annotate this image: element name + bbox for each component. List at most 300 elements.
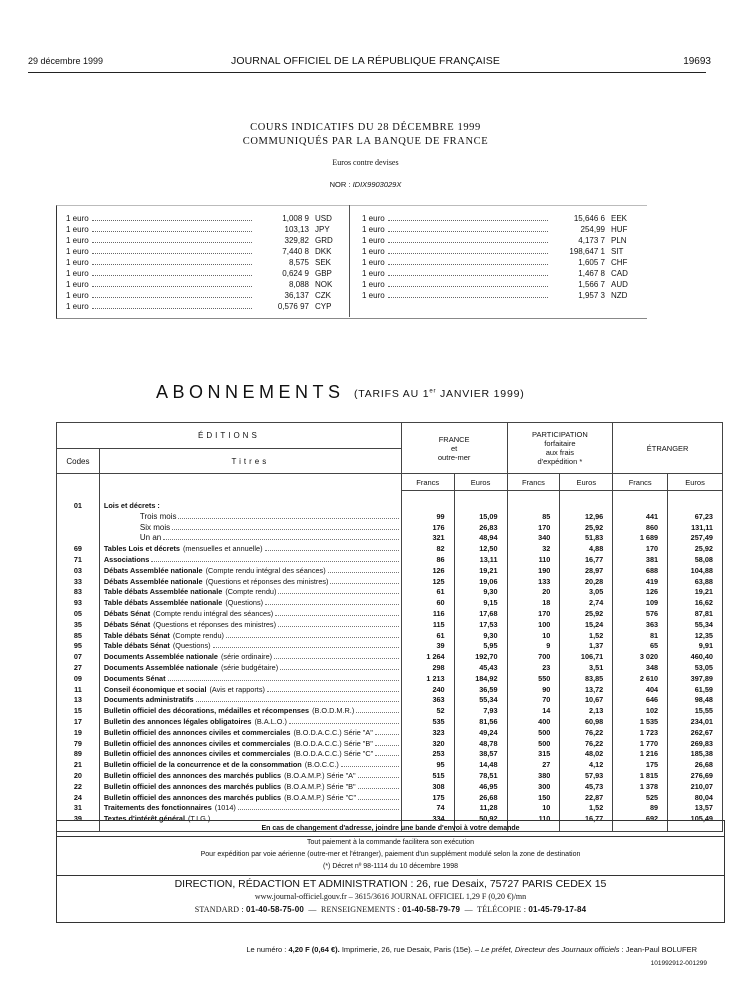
row-code: 79 bbox=[57, 739, 100, 750]
price-fr-f: 175 bbox=[401, 793, 454, 804]
title-main: Tables Lois et décrets bbox=[103, 544, 180, 554]
row-title bbox=[99, 641, 401, 652]
currency-code: CYP bbox=[315, 302, 332, 311]
leader-dots bbox=[92, 264, 252, 265]
leader-dots bbox=[151, 561, 398, 562]
leader-dots bbox=[92, 220, 252, 221]
title-main: Bulletin officiel des annonces civiles et commerciales bbox=[103, 738, 291, 748]
price-pa-f: 170 bbox=[507, 609, 560, 620]
price-fr-e: 49,24 bbox=[454, 728, 507, 739]
table-row bbox=[57, 685, 723, 696]
price-pa-e: 83,85 bbox=[560, 674, 613, 685]
title-detail: (Questions et réponses des ministres) bbox=[153, 619, 277, 629]
direction-phones bbox=[57, 903, 724, 917]
price-fr-f: 52 bbox=[401, 706, 454, 717]
title-main: Débats Sénat bbox=[103, 619, 151, 629]
exchange-rate-row bbox=[362, 235, 637, 246]
title-main: Documents Assemblée nationale bbox=[103, 652, 218, 662]
price-et-f: 1 216 bbox=[613, 749, 668, 760]
price-et-e: 53,05 bbox=[668, 663, 723, 674]
row-title bbox=[99, 803, 401, 814]
table-row bbox=[57, 749, 723, 760]
title-main: Conseil économique et social bbox=[103, 684, 207, 694]
row-code: 17 bbox=[57, 717, 100, 728]
price-pa-f: 90 bbox=[507, 685, 560, 696]
row-code: 71 bbox=[57, 555, 100, 566]
price-fr-e: 17,68 bbox=[454, 609, 507, 620]
price-fr-f: 61 bbox=[401, 631, 454, 642]
currency-code: NZD bbox=[611, 291, 628, 300]
title-main: Associations bbox=[103, 554, 150, 564]
price-et-e: 397,89 bbox=[668, 674, 723, 685]
price-pa-f: 10 bbox=[507, 803, 560, 814]
director-name: : Jean-Paul BOLUFER bbox=[621, 945, 697, 954]
leader-dots bbox=[278, 626, 399, 627]
cours-title-line1: COURS INDICATIFS DU 28 DÉCEMBRE 1999 bbox=[250, 122, 481, 133]
title-detail: (B.A.L.O.) bbox=[254, 716, 287, 726]
title-main: Table débats Sénat bbox=[103, 630, 170, 640]
leader-dots bbox=[196, 701, 399, 702]
currency-code: NOK bbox=[315, 280, 333, 289]
price-et-e: 16,62 bbox=[668, 598, 723, 609]
title-main: Débats Assemblée nationale bbox=[103, 565, 203, 575]
price-et-f: 89 bbox=[613, 803, 668, 814]
row-code bbox=[57, 533, 100, 544]
rate-label: 1 euro bbox=[362, 214, 385, 223]
price-et-f: 81 bbox=[613, 631, 668, 642]
price-fr-f: 116 bbox=[401, 609, 454, 620]
rate-label: 1 euro bbox=[66, 302, 89, 311]
row-code: 15 bbox=[57, 706, 100, 717]
price-et-f: 65 bbox=[613, 641, 668, 652]
rate-value: 254,99 bbox=[580, 225, 605, 234]
price-pa-e: 20,28 bbox=[560, 577, 613, 588]
title-detail: (1014) bbox=[214, 803, 236, 813]
currency-code: GBP bbox=[315, 269, 332, 278]
france-euros-header: Euros bbox=[454, 474, 507, 491]
price-et-e: 104,88 bbox=[668, 566, 723, 577]
cours-title bbox=[0, 121, 731, 149]
table-row bbox=[57, 728, 723, 739]
price-fr-e: 15,09 bbox=[454, 512, 507, 523]
standard-phone: 01-40-58-75-00 bbox=[246, 905, 304, 914]
rate-label: 1 euro bbox=[362, 236, 385, 245]
row-title bbox=[99, 793, 401, 804]
title-main: Documents Sénat bbox=[103, 673, 166, 683]
row-title bbox=[99, 760, 401, 771]
price-pa-e: 1,52 bbox=[560, 803, 613, 814]
price-et-f: 692 bbox=[613, 814, 668, 825]
row-code: 09 bbox=[57, 674, 100, 685]
exchange-rate-row bbox=[66, 301, 341, 312]
row-title bbox=[99, 609, 401, 620]
rate-label: 1 euro bbox=[66, 269, 89, 278]
rate-value: 198,647 1 bbox=[569, 247, 605, 256]
price-et-f: 688 bbox=[613, 566, 668, 577]
price-pa-e: 16,77 bbox=[560, 814, 613, 825]
leader-dots bbox=[375, 755, 399, 756]
participation-euros-header: Euros bbox=[560, 474, 613, 491]
row-title bbox=[99, 512, 401, 523]
price-fr-f: 60 bbox=[401, 598, 454, 609]
price-et-f: 1 689 bbox=[613, 533, 668, 544]
currency-code: JPY bbox=[315, 225, 330, 234]
price-et-f: 525 bbox=[613, 793, 668, 804]
price-pa-e: 4,12 bbox=[560, 760, 613, 771]
price-pa-f: 700 bbox=[507, 652, 560, 663]
exchange-rates-divider bbox=[349, 205, 350, 317]
row-title bbox=[99, 501, 401, 512]
title-detail: (B.O.D.M.R.) bbox=[312, 706, 355, 716]
rate-value: 7,440 8 bbox=[282, 247, 309, 256]
titres-header: Titres bbox=[99, 449, 401, 474]
exchange-rate-row bbox=[362, 268, 637, 279]
footer-reference: 101992912-001299 bbox=[650, 960, 707, 967]
rate-label: 1 euro bbox=[66, 291, 89, 300]
price-et-e bbox=[668, 501, 723, 512]
price-et-f: 576 bbox=[613, 609, 668, 620]
titres-subheader-empty bbox=[99, 474, 401, 491]
price-et-e: 12,35 bbox=[668, 631, 723, 642]
price-pa-e: 1,52 bbox=[560, 631, 613, 642]
currency-code: GRD bbox=[315, 236, 333, 245]
exchange-rate-row bbox=[362, 213, 637, 224]
price-fr-e: 9,30 bbox=[454, 587, 507, 598]
leader-dots bbox=[92, 286, 252, 287]
leader-dots bbox=[92, 231, 252, 232]
price-fr-f: 126 bbox=[401, 566, 454, 577]
telecopie-label: TÉLÉCOPIE : bbox=[477, 905, 527, 914]
currency-code: SIT bbox=[611, 247, 624, 256]
rate-value: 4,173 7 bbox=[578, 236, 605, 245]
row-code: 95 bbox=[57, 641, 100, 652]
price-pa-f: 340 bbox=[507, 533, 560, 544]
title-detail: (Compte rendu) bbox=[172, 630, 224, 640]
price-et-f: 348 bbox=[613, 663, 668, 674]
leader-dots bbox=[289, 723, 399, 724]
subscription-table bbox=[56, 422, 723, 832]
row-title bbox=[99, 749, 401, 760]
leader-dots bbox=[238, 809, 399, 810]
cours-nor bbox=[0, 180, 731, 189]
nor-value: IDIX9903029X bbox=[352, 180, 402, 189]
price-fr-f: 240 bbox=[401, 685, 454, 696]
france-l2: et bbox=[451, 443, 458, 453]
leader-dots bbox=[226, 637, 399, 638]
leader-dots bbox=[92, 308, 252, 309]
row-title bbox=[99, 652, 401, 663]
row-code: 05 bbox=[57, 609, 100, 620]
rate-label: 1 euro bbox=[66, 214, 89, 223]
price-fr-e: 19,06 bbox=[454, 577, 507, 588]
title-main: Bulletin officiel des annonces des marchés publics bbox=[103, 792, 282, 802]
price-fr-e: 36,59 bbox=[454, 685, 507, 696]
price-fr-e: 55,34 bbox=[454, 695, 507, 706]
participation-l4: d'expédition * bbox=[537, 457, 583, 466]
table-row bbox=[57, 512, 723, 523]
rate-value: 15,646 6 bbox=[573, 214, 605, 223]
price-et-f: 126 bbox=[613, 587, 668, 598]
rate-value: 1,957 3 bbox=[578, 291, 605, 300]
price-et-f: 1 723 bbox=[613, 728, 668, 739]
rate-value: 8,575 bbox=[288, 258, 309, 267]
abonnements-title: ABONNEMENTS bbox=[156, 382, 345, 402]
price-fr-f: 253 bbox=[401, 749, 454, 760]
title-detail: (B.O.D.A.C.C.) Série "B" bbox=[293, 738, 373, 748]
row-code: 13 bbox=[57, 695, 100, 706]
price-pa-f: 380 bbox=[507, 771, 560, 782]
price-pa-f: 400 bbox=[507, 717, 560, 728]
price-pa-e: 12,96 bbox=[560, 512, 613, 523]
price-et-e: 257,49 bbox=[668, 533, 723, 544]
row-code: 27 bbox=[57, 663, 100, 674]
title-main: Bulletin officiel des annonces civiles et commerciales bbox=[103, 727, 291, 737]
rate-value: 1,605 7 bbox=[578, 258, 605, 267]
price-pa-f: 10 bbox=[507, 631, 560, 642]
header-date: 29 décembre 1999 bbox=[28, 56, 104, 66]
row-title bbox=[99, 620, 401, 631]
address-change-notice: En cas de changement d'adresse, joindre une bande d'envoi à votre demande bbox=[56, 820, 725, 837]
row-code bbox=[57, 512, 100, 523]
row-title bbox=[99, 717, 401, 728]
codes-subheader-empty bbox=[57, 474, 100, 491]
price-fr-f: 298 bbox=[401, 663, 454, 674]
rate-value: 0,624 9 bbox=[282, 269, 309, 278]
price-pa-e: 60,98 bbox=[560, 717, 613, 728]
price-pa-f: 110 bbox=[507, 814, 560, 825]
direction-website[interactable]: www.journal-officiel.gouv.fr – 3615/3616 JOURNAL OFFICIEL 1,29 F (0,20 €)/mn bbox=[254, 892, 527, 901]
title-detail: (B.O.C.C.) bbox=[304, 760, 339, 770]
price-et-e: 210,07 bbox=[668, 782, 723, 793]
leader-dots bbox=[388, 220, 548, 221]
title-detail: (B.O.D.A.C.C.) Série "A" bbox=[293, 727, 373, 737]
rate-value: 1,467 8 bbox=[578, 269, 605, 278]
price-et-e: 67,23 bbox=[668, 512, 723, 523]
table-row bbox=[57, 555, 723, 566]
leader-dots bbox=[178, 518, 398, 519]
title-detail: (Compte rendu) bbox=[225, 587, 277, 597]
title-main: Textes d'intérêt général bbox=[103, 814, 185, 824]
table-spacer bbox=[57, 491, 723, 502]
price-pa-e bbox=[560, 501, 613, 512]
rate-label: 1 euro bbox=[66, 225, 89, 234]
currency-code: CHF bbox=[611, 258, 628, 267]
price-et-f: 404 bbox=[613, 685, 668, 696]
price-fr-f bbox=[401, 501, 454, 512]
price-fr-e: 192,70 bbox=[454, 652, 507, 663]
price-pa-f: 20 bbox=[507, 587, 560, 598]
nor-label: NOR : bbox=[329, 180, 351, 189]
telecopie-fax: 01-45-79-17-84 bbox=[528, 905, 587, 914]
exchange-rates-left bbox=[66, 213, 341, 312]
price-fr-e: 184,92 bbox=[454, 674, 507, 685]
price-fr-f: 515 bbox=[401, 771, 454, 782]
title-main: Débats Sénat bbox=[103, 608, 151, 618]
row-title bbox=[99, 587, 401, 598]
exchange-rate-row bbox=[66, 246, 341, 257]
table-row bbox=[57, 501, 723, 512]
separator: — bbox=[308, 905, 317, 914]
participation-l1: PARTICIPATION bbox=[532, 430, 588, 439]
row-code: 07 bbox=[57, 652, 100, 663]
title-main: Bulletin officiel de la concurrence et de la consommation bbox=[103, 760, 302, 770]
row-title bbox=[99, 685, 401, 696]
france-l3: outre-mer bbox=[437, 452, 471, 462]
rate-value: 1,008 9 bbox=[282, 214, 309, 223]
row-title bbox=[99, 598, 401, 609]
price-et-e: 87,81 bbox=[668, 609, 723, 620]
price-fr-f: 320 bbox=[401, 739, 454, 750]
leader-dots bbox=[267, 691, 399, 692]
participation-l2: forfaitaire bbox=[544, 439, 576, 448]
leader-dots bbox=[265, 604, 399, 605]
table-row bbox=[57, 674, 723, 685]
subtitle-sup: er bbox=[429, 388, 437, 395]
row-title bbox=[99, 566, 401, 577]
price-fr-f: 61 bbox=[401, 587, 454, 598]
price-et-e: 19,21 bbox=[668, 587, 723, 598]
participation-francs-header: Francs bbox=[507, 474, 560, 491]
title-main: Six mois bbox=[139, 522, 171, 532]
title-detail: (Avis et rapports) bbox=[209, 684, 265, 694]
price-et-e: 55,34 bbox=[668, 620, 723, 631]
title-main: Documents administratifs bbox=[103, 695, 194, 705]
price-pa-f: 9 bbox=[507, 641, 560, 652]
codes-header: Codes bbox=[57, 449, 100, 474]
price-pa-f: 500 bbox=[507, 739, 560, 750]
title-main: Bulletin officiel des annonces des marchés publics bbox=[103, 770, 282, 780]
note-decree: (*) Décret nº 98-1114 du 10 décembre 1998 bbox=[323, 863, 458, 870]
exchange-rate-row bbox=[362, 279, 637, 290]
row-code: 83 bbox=[57, 587, 100, 598]
editions-header: ÉDITIONS bbox=[57, 423, 402, 449]
price-fr-f: 99 bbox=[401, 512, 454, 523]
currency-code: PLN bbox=[611, 236, 627, 245]
renseignements-label: RENSEIGNEMENTS : bbox=[321, 905, 400, 914]
table-row bbox=[57, 717, 723, 728]
rate-label: 1 euro bbox=[362, 280, 385, 289]
price-et-e: 9,91 bbox=[668, 641, 723, 652]
price-fr-e: 81,56 bbox=[454, 717, 507, 728]
rate-value: 0,576 97 bbox=[277, 302, 309, 311]
leader-dots bbox=[388, 275, 548, 276]
rate-label: 1 euro bbox=[362, 258, 385, 267]
price-pa-f: 300 bbox=[507, 782, 560, 793]
exchange-rate-row bbox=[66, 268, 341, 279]
leader-dots bbox=[358, 799, 399, 800]
table-row bbox=[57, 803, 723, 814]
row-code: 21 bbox=[57, 760, 100, 771]
row-title bbox=[99, 577, 401, 588]
table-row bbox=[57, 609, 723, 620]
row-code: 03 bbox=[57, 566, 100, 577]
price-pa-f: 550 bbox=[507, 674, 560, 685]
table-row bbox=[57, 782, 723, 793]
price-pa-f: 190 bbox=[507, 566, 560, 577]
rate-value: 329,82 bbox=[284, 236, 309, 245]
price-fr-f: 115 bbox=[401, 620, 454, 631]
page-number: 19693 bbox=[683, 56, 711, 67]
title-main: Documents Assemblée nationale bbox=[103, 662, 218, 672]
leader-dots bbox=[341, 766, 399, 767]
price-fr-e: 46,95 bbox=[454, 782, 507, 793]
direction-address: DIRECTION, RÉDACTION ET ADMINISTRATION : 26, rue Desaix, 75727 PARIS CEDEX 15 bbox=[174, 878, 607, 890]
numero-label: Le numéro : bbox=[246, 945, 287, 954]
price-pa-e: 106,71 bbox=[560, 652, 613, 663]
price-fr-e: 26,83 bbox=[454, 523, 507, 534]
price-fr-e: 12,50 bbox=[454, 544, 507, 555]
price-pa-f: 27 bbox=[507, 760, 560, 771]
price-fr-f: 74 bbox=[401, 803, 454, 814]
price-pa-e: 1,37 bbox=[560, 641, 613, 652]
rate-label: 1 euro bbox=[66, 280, 89, 289]
price-pa-e: 13,72 bbox=[560, 685, 613, 696]
price-fr-e: 50,92 bbox=[454, 814, 507, 825]
price-et-e: 131,11 bbox=[668, 523, 723, 534]
price-et-f: 381 bbox=[613, 555, 668, 566]
leader-dots bbox=[388, 231, 548, 232]
price-et-f bbox=[613, 501, 668, 512]
price-et-f: 363 bbox=[613, 620, 668, 631]
leader-dots bbox=[172, 529, 399, 530]
price-et-f: 1 535 bbox=[613, 717, 668, 728]
price-pa-e: 16,77 bbox=[560, 555, 613, 566]
price-pa-e: 51,83 bbox=[560, 533, 613, 544]
table-row bbox=[57, 566, 723, 577]
price-fr-f: 535 bbox=[401, 717, 454, 728]
leader-dots bbox=[274, 658, 399, 659]
rate-label: 1 euro bbox=[362, 225, 385, 234]
rate-label: 1 euro bbox=[66, 258, 89, 267]
price-et-e: 58,08 bbox=[668, 555, 723, 566]
price-et-e: 262,67 bbox=[668, 728, 723, 739]
price-fr-f: 95 bbox=[401, 760, 454, 771]
price-fr-f: 176 bbox=[401, 523, 454, 534]
price-pa-e: 15,24 bbox=[560, 620, 613, 631]
price-fr-e: 5,95 bbox=[454, 641, 507, 652]
title-detail: (Compte rendu intégral des séances) bbox=[153, 608, 274, 618]
rate-label: 1 euro bbox=[66, 236, 89, 245]
row-title bbox=[99, 674, 401, 685]
row-title bbox=[99, 544, 401, 555]
price-fr-e: 13,11 bbox=[454, 555, 507, 566]
title-detail: (T.I.G.) bbox=[187, 814, 211, 824]
payment-notes bbox=[56, 836, 725, 875]
currency-code: USD bbox=[315, 214, 332, 223]
france-header bbox=[401, 423, 507, 474]
rate-label: 1 euro bbox=[66, 247, 89, 256]
currency-code: HUF bbox=[611, 225, 628, 234]
price-et-f: 2 610 bbox=[613, 674, 668, 685]
price-et-e: 185,38 bbox=[668, 749, 723, 760]
leader-dots bbox=[328, 572, 399, 573]
price-fr-f: 321 bbox=[401, 533, 454, 544]
table-row bbox=[57, 544, 723, 555]
price-et-e: 25,92 bbox=[668, 544, 723, 555]
price-et-f: 109 bbox=[613, 598, 668, 609]
title-detail: (Questions et réponses des ministres) bbox=[205, 576, 329, 586]
price-pa-f: 110 bbox=[507, 555, 560, 566]
leader-dots bbox=[356, 712, 399, 713]
rate-label: 1 euro bbox=[362, 269, 385, 278]
table-row bbox=[57, 663, 723, 674]
exchange-rate-row bbox=[66, 224, 341, 235]
price-pa-f: 170 bbox=[507, 523, 560, 534]
title-main: Lois et décrets : bbox=[103, 501, 160, 510]
price-fr-f: 39 bbox=[401, 641, 454, 652]
price-pa-e: 2,74 bbox=[560, 598, 613, 609]
currency-code: CAD bbox=[611, 269, 628, 278]
